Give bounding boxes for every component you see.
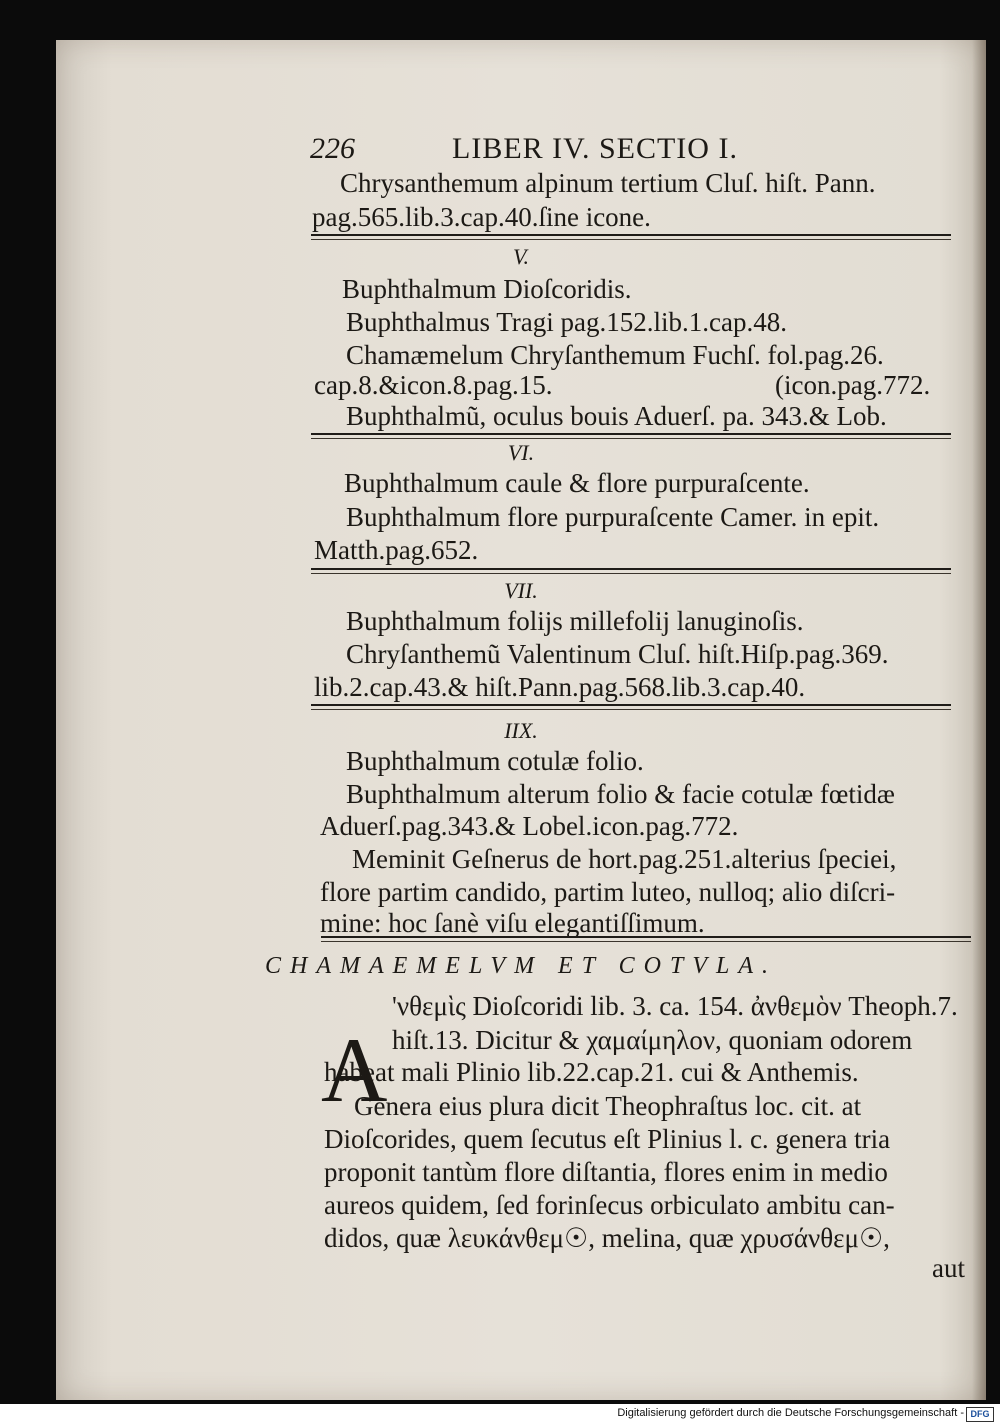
section-divider — [311, 568, 951, 574]
text-line: Chryſanthemũ Valentinum Cluſ. hiſt.Hiſp.pag.369. — [346, 639, 889, 669]
text-line: aureos quidem, ſed forinſecus orbiculato ambitu can- — [324, 1190, 895, 1220]
text-line: habeat mali Plinio lib.22.cap.21. cui & Anthemis. — [324, 1057, 859, 1087]
text-line: (icon.pag.772. — [775, 370, 931, 400]
text-line: Buphthalmum caule & flore purpuraſcente. — [344, 468, 810, 498]
catchword: aut — [932, 1253, 965, 1283]
running-title: LIBER IV. SECTIO I. — [452, 132, 738, 165]
text-line: Buphthalmũ, oculus bouis Aduerſ. pa. 343.& Lob. — [346, 401, 887, 431]
text-line: Genera eius plura dicit Theophraſtus loc. cit. at — [354, 1091, 862, 1121]
section-numeral: IIX. — [504, 718, 538, 743]
text-line: proponit tantùm flore diſtantia, flores enim in medio — [324, 1157, 888, 1187]
text-line: flore partim candido, partim luteo, nulloq; alio diſcri- — [320, 877, 896, 907]
book-page — [56, 40, 986, 1400]
text-line: Chrysanthemum alpinum tertium Cluſ. hiſt. Pann. — [340, 168, 876, 198]
text-line: Buphthalmus Tragi pag.152.lib.1.cap.48. — [346, 307, 787, 337]
page-number: 226 — [310, 132, 355, 165]
text-line: Dioſcorides, quem ſecutus eſt Plinius l. c. genera tria — [324, 1124, 891, 1154]
text-line: Buphthalmum flore purpuraſcente Camer. in epit. — [346, 502, 880, 532]
text-line: Matth.pag.652. — [314, 535, 479, 565]
text-line: Buphthalmum folijs millefolij lanuginoſis. — [346, 606, 804, 636]
section-numeral: V. — [512, 244, 530, 269]
section-divider — [311, 704, 951, 710]
drop-cap: A — [321, 1019, 388, 1121]
text-line: lib.2.cap.43.& hiſt.Pann.pag.568.lib.3.cap.40. — [314, 672, 806, 702]
section-divider — [311, 234, 951, 240]
text-line: Chamæmelum Chryſanthemum Fuchſ. fol.pag.26. — [346, 340, 884, 370]
text-line: Buphthalmum cotulæ folio. — [346, 746, 644, 776]
text-line: Meminit Geſnerus de hort.pag.251.alterius ſpeciei, — [352, 844, 897, 874]
text-line: Aduerſ.pag.343.& Lobel.icon.pag.772. — [320, 811, 739, 841]
section-divider — [321, 936, 971, 942]
text-line: didos, quæ λευκάνθεμ☉, melina, quæ χρυσάνθεμ☉, — [324, 1223, 890, 1253]
digitization-footer — [0, 1404, 1000, 1423]
text-line: cap.8.&icon.8.pag.15. — [314, 370, 553, 400]
text-line: Buphthalmum alterum folio & facie cotulæ fœtidæ — [346, 779, 895, 809]
text-line: pag.565.lib.3.cap.40.ſine icone. — [312, 202, 651, 232]
text-line: hiſt.13. Dicitur & χαμαίμηλον, quoniam odorem — [392, 1025, 913, 1055]
footer-credit: Digitalisierung gefördert durch die Deutsche Forschungsgemeinschaft - — [617, 1407, 964, 1419]
text-line: Buphthalmum Dioſcoridis. — [342, 274, 632, 304]
text-line: 'νθεμὶς Dioſcoridi lib. 3. ca. 154. ἀνθεμὸν Theoph.7. — [392, 991, 958, 1021]
section-divider — [311, 433, 951, 439]
section-numeral: VI. — [507, 440, 535, 465]
text-line: mine: hoc ſanè viſu elegantiſſimum. — [320, 908, 705, 938]
chapter-title: CHAMAEMELVM ET COTVLA. — [264, 953, 777, 979]
dfg-logo-icon: DFG — [966, 1407, 994, 1422]
section-numeral: VII. — [504, 578, 538, 603]
